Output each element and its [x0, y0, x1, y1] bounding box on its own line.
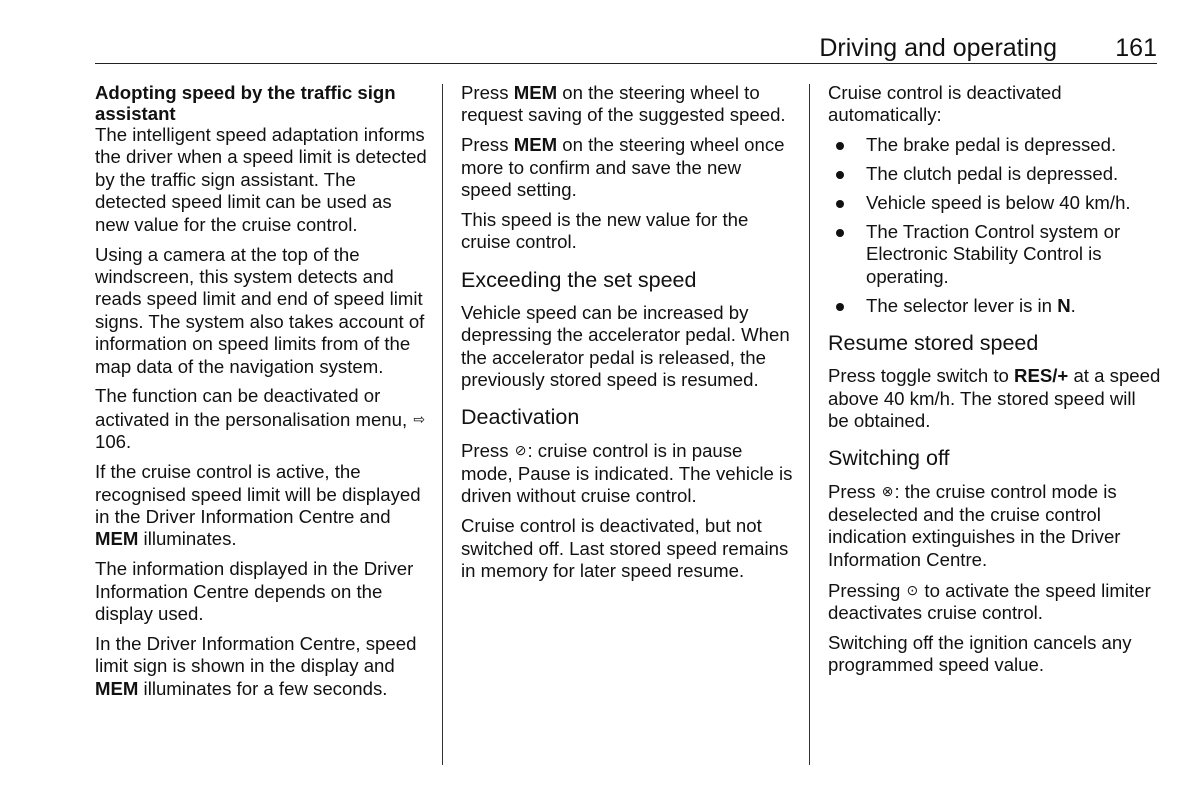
bullet-icon — [836, 229, 844, 237]
mem-label: MEM — [513, 134, 558, 156]
deactivation-conditions-list — [828, 134, 1161, 317]
column-1 — [95, 82, 428, 708]
paragraph: The function can be deactivated or activated in the personalisation menu, ⇨ 106. — [95, 385, 426, 453]
column-3 — [828, 82, 1161, 684]
heading-switching-off: Switching off — [828, 446, 950, 471]
paragraph: Cruise control is deactivated automatically: — [828, 82, 1062, 126]
list-item: The brake pedal is depressed. — [828, 134, 1161, 156]
heading-exceeding-speed: Exceeding the set speed — [461, 267, 697, 292]
paragraph: The information displayed in the Driver Information Centre depends on the display used. — [95, 558, 414, 625]
list-item: The selector lever is in N. — [828, 295, 1161, 317]
cruise-pause-icon: ⊘ — [514, 442, 527, 459]
paragraph: Press toggle switch to RES/+ at a speed above 40 km/h. The stored speed will be obtained. — [828, 365, 1161, 431]
paragraph: The intelligent speed adaptation informs the driver when a speed limit is detected by the traffic sign assistant. The detected speed limit can be used as new value for the cruise control. — [95, 124, 427, 235]
speed-limiter-icon: ⊙ — [906, 581, 919, 598]
heading-deactivation: Deactivation — [461, 405, 580, 430]
paragraph: Cruise control is deactivated, but not switched off. Last stored speed remains in memory for later speed resume. — [461, 515, 789, 581]
bullet-icon — [836, 200, 844, 208]
page-number: 161 — [1115, 34, 1157, 62]
paragraph: If the cruise control is active, the recognised speed limit will be displayed in the Driver Information Centre and MEM illuminates. — [95, 461, 421, 550]
paragraph: Press ⊗: the cruise control mode is deselected and the cruise control indication extinguishes in the Driver Information Centre. — [828, 481, 1121, 570]
column-divider-1 — [442, 84, 443, 765]
neutral-label: N — [1057, 294, 1071, 316]
bullet-icon — [836, 171, 844, 179]
mem-label: MEM — [95, 528, 139, 550]
paragraph: Press ⊘: cruise control is in pause mode, Pause is indicated. The vehicle is driven without cruise control. — [461, 440, 793, 507]
paragraph: In the Driver Information Centre, speed limit sign is shown in the display and MEM illuminates for a few seconds. — [95, 633, 417, 699]
paragraph: Press MEM on the steering wheel once more to confirm and save the new speed setting. — [461, 134, 785, 201]
paragraph: Using a camera at the top of the windscreen, this system detects and reads speed limit and end of speed limit signs. The system also takes account of information on speed limits from of the map data of the navigation system. — [95, 243, 425, 377]
mem-label: MEM — [513, 82, 558, 103]
paragraph: Vehicle speed can be increased by depressing the accelerator pedal. When the accelerator pedal is released, the previously stored speed is resumed. — [461, 301, 790, 391]
paragraph: Switching off the ignition cancels any programmed speed value. — [828, 631, 1132, 676]
mem-label: MEM — [95, 677, 139, 699]
paragraph: This speed is the new value for the cruise control. — [461, 209, 749, 253]
cruise-off-icon: ⊗ — [881, 483, 894, 500]
section-title: Driving and operating — [819, 34, 1057, 62]
bullet-icon — [836, 303, 844, 311]
column-divider-2 — [809, 84, 810, 765]
paragraph: Pressing ⊙ to activate the speed limiter deactivates cruise control. — [828, 579, 1151, 623]
page-reference-arrow-icon: ⇨ — [413, 410, 426, 427]
list-item: The clutch pedal is depressed. — [828, 163, 1161, 185]
heading-resume-stored-speed: Resume stored speed — [828, 331, 1039, 356]
list-item: The Traction Control system or Electronic Stability Control is operating. — [828, 221, 1161, 288]
list-item: Vehicle speed is below 40 km/h. — [828, 192, 1161, 214]
paragraph: Press MEM on the steering wheel to request saving of the suggested speed. — [461, 82, 786, 126]
column-2 — [461, 82, 794, 590]
bullet-icon — [836, 142, 844, 150]
page-header — [95, 33, 1157, 64]
res-label: RES/+ — [1014, 365, 1069, 387]
subheading-traffic-sign: Adopting speed by the traffic sign assistant — [95, 82, 396, 124]
